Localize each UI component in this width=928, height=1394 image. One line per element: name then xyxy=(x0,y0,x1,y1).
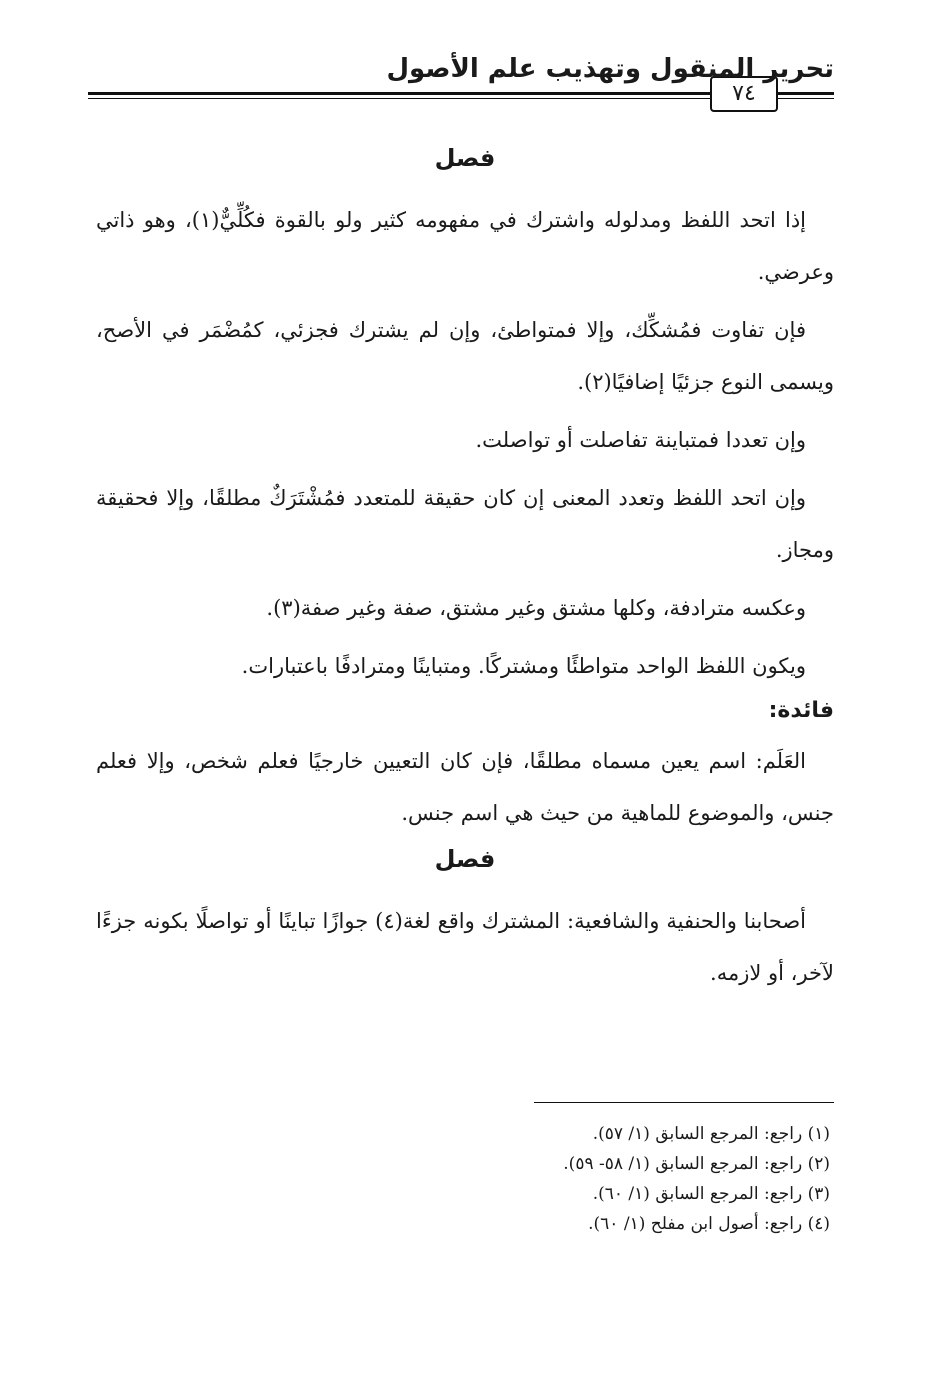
paragraph: العَلَم: اسم يعين مسماه مطلقًا، فإن كان التعيين خارجيًا فعلم شخص، وإلا فعلم جنس، والموضوع للماهية من حيث هي اسم جنس. xyxy=(96,749,834,825)
page-header xyxy=(88,52,834,108)
paragraph: وإن اتحد اللفظ وتعدد المعنى إن كان حقيقة للمتعدد فمُشْتَرَكٌ مطلقًا، وإلا فحقيقة ومجاز. xyxy=(96,486,834,562)
paragraph: فإن تفاوت فمُشكِّك، وإلا فمتواطئ، وإن لم يشترك فجزئي، كمُضْمَر في الأصح، ويسمى النوع جزئيًا إضافيًا(٢). xyxy=(96,318,834,394)
page-body xyxy=(96,140,834,1005)
section-heading: فصل xyxy=(434,144,496,172)
footnote: (٢) راجع: المرجع السابق (١/ ٥٨- ٥٩). xyxy=(563,1154,830,1174)
footnote: (٤) راجع: أصول ابن مفلح (١/ ٦٠). xyxy=(588,1214,830,1234)
section-heading: فصل xyxy=(434,845,496,873)
paragraph: إذا اتحد اللفظ ومدلوله واشترك في مفهومه كثير ولو بالقوة فكُلِّيٌّ(١)، وهو ذاتي وعرضي. xyxy=(96,208,834,284)
running-title: تحرير المنقول وتهذيب علم الأصول xyxy=(386,54,834,84)
footnote: (١) راجع: المرجع السابق (١/ ٥٧). xyxy=(592,1124,830,1144)
footnote-separator xyxy=(534,1102,834,1103)
paragraph: وعكسه مترادفة، وكلها مشتق وغير مشتق، صفة وغير صفة(٣). xyxy=(266,596,806,620)
benefit-label: فائدة: xyxy=(768,698,834,723)
paragraph: أصحابنا والحنفية والشافعية: المشترك واقع لغة(٤) جوازًا تباينًا أو تواصلًا بكونه جزءًا لآخر، أو لازمه. xyxy=(96,909,834,985)
page-number: ٧٤ xyxy=(710,76,778,112)
paragraph: وإن تعددا فمتباينة تفاصلت أو تواصلت. xyxy=(475,428,806,452)
footnotes xyxy=(96,1102,834,1239)
paragraph: ويكون اللفظ الواحد متواطئًا ومشتركًا. ومتباينًا ومترادفًا باعتبارات. xyxy=(241,654,806,678)
footnote: (٣) راجع: المرجع السابق (١/ ٦٠). xyxy=(592,1184,830,1204)
